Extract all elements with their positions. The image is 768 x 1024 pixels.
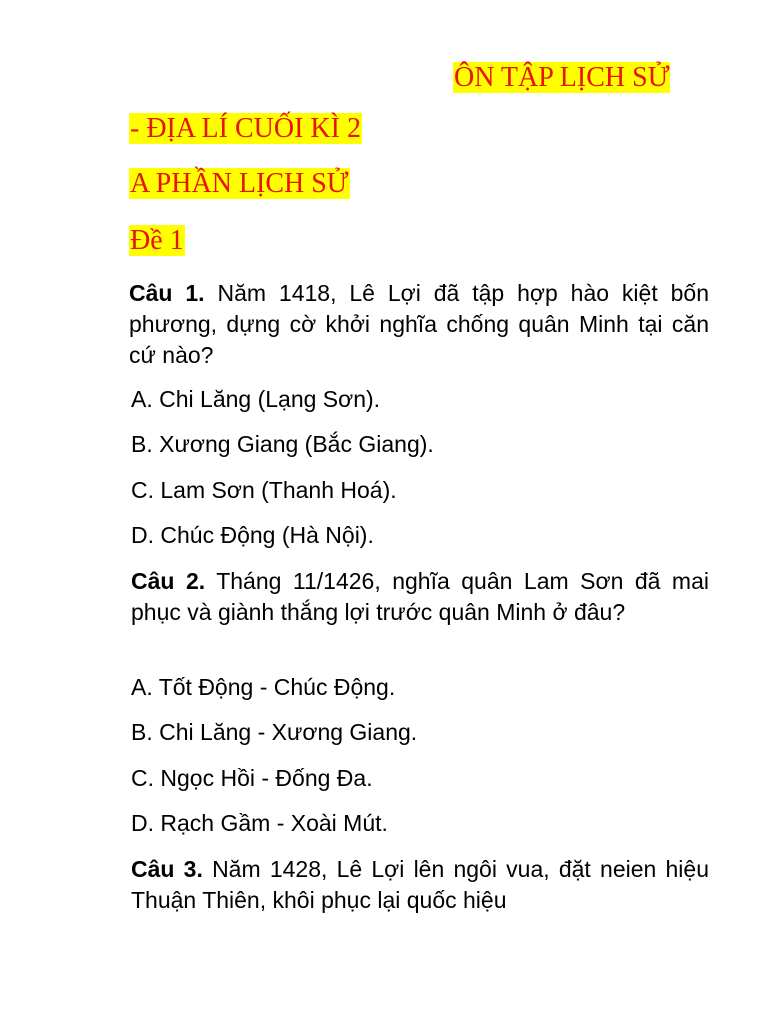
question-3: [131, 854, 709, 916]
question-1-text: Năm 1418, Lê Lợi đã tập hợp hào kiệt bốn phương, dựng cờ khởi nghĩa chống quân Minh tại căn cứ nào?: [129, 280, 709, 368]
question-1-option-c: C. Lam Sơn (Thanh Hoá).: [131, 477, 397, 503]
question-2: [131, 566, 709, 628]
question-1: [129, 278, 709, 371]
question-1-label: Câu 1.: [129, 280, 205, 306]
question-2-option-c: C. Ngọc Hồi - Đống Đa.: [131, 765, 373, 791]
section-heading: [129, 166, 350, 202]
question-1-option-d: D. Chúc Động (Hà Nội).: [131, 522, 374, 548]
question-1-option-b: B. Xương Giang (Bắc Giang).: [131, 431, 434, 457]
question-3-label: Câu 3.: [131, 856, 203, 882]
question-2-option-d: D. Rạch Gầm - Xoài Mút.: [131, 810, 388, 836]
title-highlight: - ĐỊA LÍ CUỐI KÌ 2: [130, 113, 361, 144]
question-2-option-a: A. Tốt Động - Chúc Động.: [131, 674, 396, 700]
section-highlight: A PHẦN LỊCH SỬ: [130, 168, 349, 199]
question-2-option-b: B. Chi Lăng - Xương Giang.: [131, 719, 418, 745]
question-2-label: Câu 2.: [131, 568, 206, 594]
exam-number-heading: [129, 223, 185, 259]
title-highlight: ÔN TẬP LỊCH SỬ: [454, 62, 670, 93]
question-2-text: Tháng 11/1426, nghĩa quân Lam Sơn đã mai phục và giành thắng lợi trước quân Minh ở đâu?: [131, 568, 709, 625]
question-1-option-a: A. Chi Lăng (Lạng Sơn).: [131, 386, 381, 412]
title-line-2: [129, 111, 362, 147]
title-line-1: [453, 60, 670, 96]
question-3-text: Năm 1428, Lê Lợi lên ngôi vua, đặt neien hiệu Thuận Thiên, khôi phục lại quốc hiệu: [131, 856, 709, 913]
exam-number-highlight: Đề 1: [130, 225, 184, 256]
